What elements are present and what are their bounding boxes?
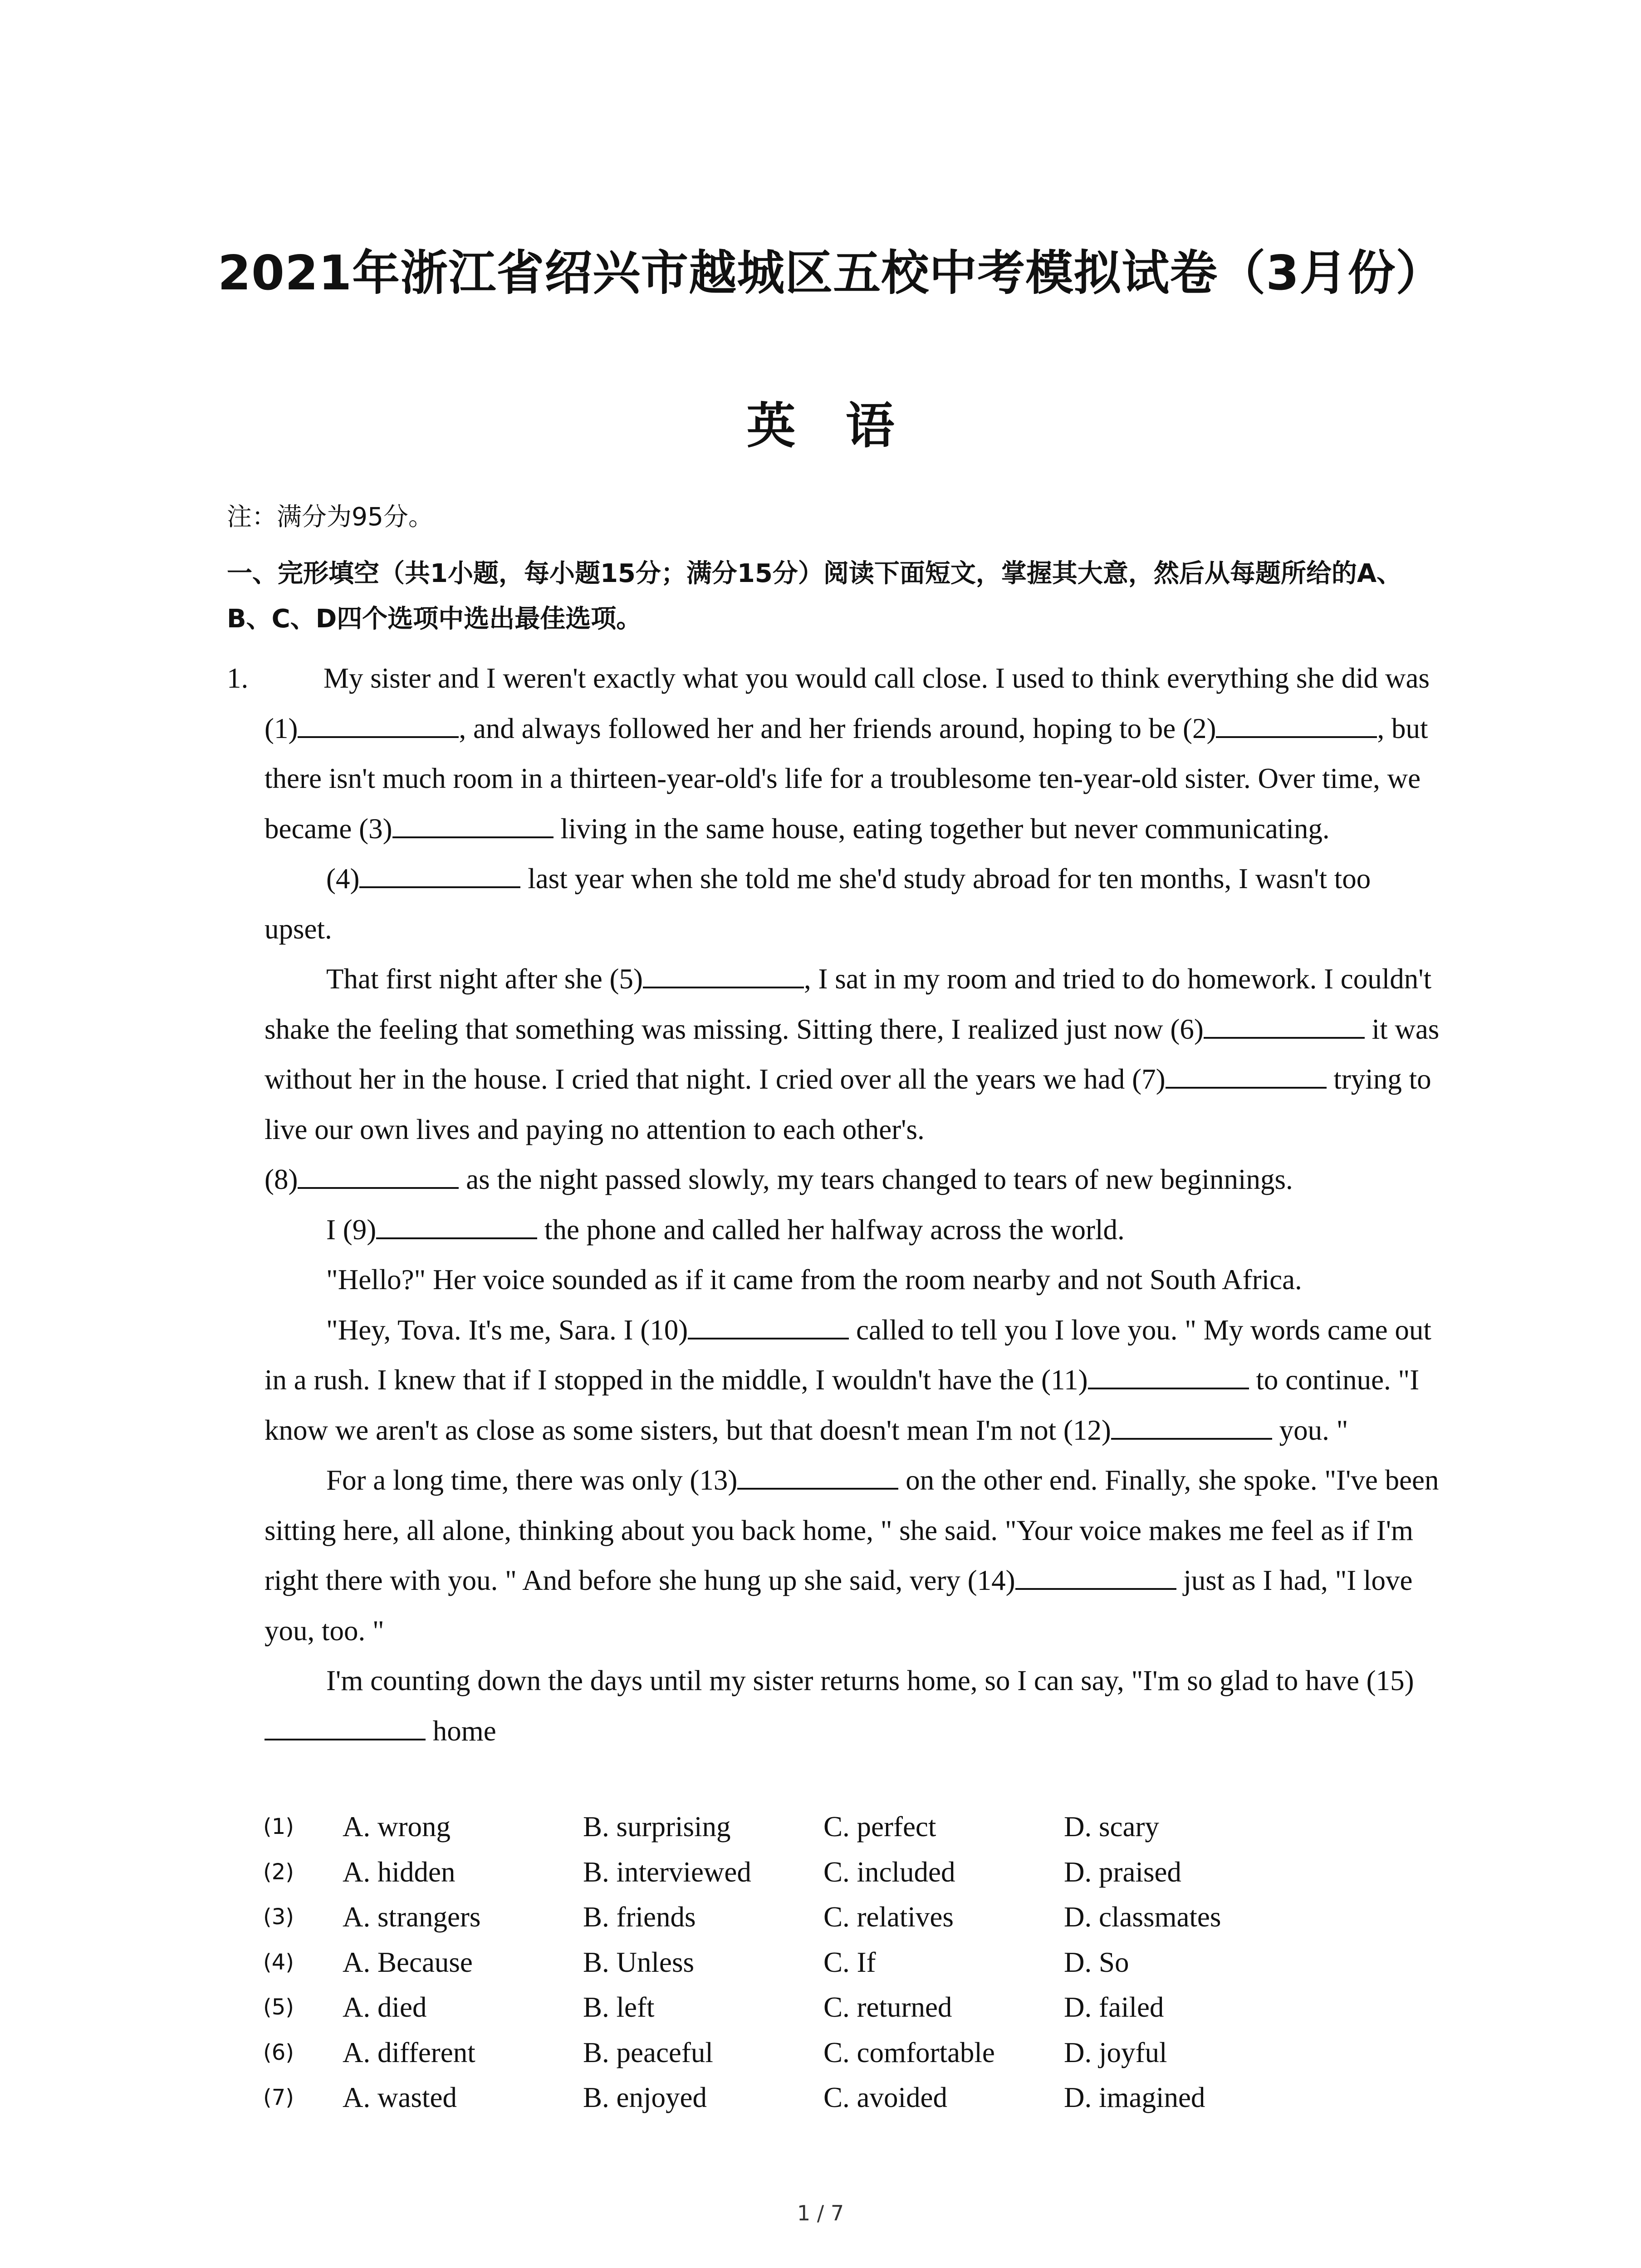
passage-text: "Hello?" Her voice sounded as if it came from the room nearby and not South Africa. [326,1264,1302,1295]
option-d: D. praised [1064,1856,1181,1888]
option-a: A. wasted [343,2082,457,2113]
passage-text: you. " [1272,1414,1348,1446]
answer-blank [359,862,520,888]
answer-blank [265,1714,426,1740]
options-table [263,1804,1443,2121]
option-a: A. strangers [343,1901,481,1933]
passage-text: the phone and called her halfway across the world. [537,1213,1125,1246]
option-c: C. comfortable [823,2036,995,2068]
option-d: D. imagined [1064,2082,1205,2113]
option-a: A. died [343,1991,427,2023]
section-heading: 一、完形填空（共1小题，每小题15分；满分15分）阅读下面短文，掌握其大意，然后从每题所给的A、B、C、D四个选项中选出最佳选项。 [227,559,1402,634]
option-number: (6) [263,2039,294,2065]
answer-blank [298,712,459,738]
page-indicator: 1 / 7 [797,2201,844,2225]
passage-text: , but there isn't much room in a thirteen-year-old's life for a troublesome ten-year-old sister. Over time, we became (3) [265,712,1428,845]
passage-text: home [426,1715,496,1747]
passage-paragraph [227,954,1443,1154]
option-number: (1) [263,1814,294,1839]
passage-text: as the night passed slowly, my tears changed to tears of new beginnings. [459,1163,1293,1195]
option-c: C. included [823,1856,955,1888]
option-a: A. hidden [343,1856,456,1888]
option-a: A. different [343,2036,475,2068]
option-a: A. Because [343,1946,473,1978]
option-c: C. perfect [823,1811,936,1843]
answer-blank [376,1213,537,1239]
answer-blank [643,962,804,988]
option-b: B. peaceful [583,2036,713,2068]
option-d: D. So [1064,1946,1129,1978]
passage-text: last year when she told me she'd study abroad for ten months, I wasn't too upset. [265,863,1371,945]
passage-text: (8) [265,1163,298,1195]
passage-text: (4) [326,863,360,894]
option-c: C. returned [823,1991,952,2023]
option-b: B. Unless [583,1946,695,1978]
answer-blank [688,1313,849,1339]
passage-text: That first night after she (5) [326,963,643,995]
passage-text: I'm counting down the days until my sister returns home, so I can say, "I'm so glad to have (15) [326,1665,1414,1696]
answer-blank [1166,1062,1327,1089]
cloze-passage [227,653,1443,1756]
option-row [263,1850,1443,1895]
option-row [263,1895,1443,1940]
passage-text: trying to live our own lives and paying no attention to each other's. [265,1063,1431,1145]
option-d: D. joyful [1064,2036,1167,2068]
option-number: (4) [263,1949,294,1975]
option-c: C. If [823,1946,876,1978]
option-number: (7) [263,2085,294,2110]
option-b: B. interviewed [583,1856,751,1888]
option-row [263,1804,1443,1850]
passage-text: , I sat in my room and tried to do homework. I couldn't shake the feeling that something was missing. Sitting there, I realized just now (6) [265,963,1432,1045]
passage-paragraph [227,1305,1443,1456]
option-number: (5) [263,1994,294,2020]
passage-text: , and always followed her and her friends around, hoping to be (2) [459,712,1216,744]
answer-blank [1015,1564,1176,1590]
option-row [263,1940,1443,1985]
option-d: D. failed [1064,1991,1164,2023]
option-b: B. enjoyed [583,2082,707,2113]
subject-heading: 英语 [746,398,945,455]
answer-blank [1088,1363,1249,1389]
passage-paragraph [227,1656,1443,1756]
question-number: 1. [227,662,249,694]
option-number: (3) [263,1904,294,1930]
option-row [263,2075,1443,2121]
passage-text: living in the same house, eating together but never communicating. [553,812,1330,845]
passage-text: to continue. "I know we aren't as close as some sisters, but that doesn't mean I'm not (12) [265,1364,1420,1446]
passage-paragraph [227,1255,1443,1305]
passage-text: called to tell you I love you. " My words came out in a rush. I knew that if I stopped in the middle, I wouldn't have the (11) [265,1314,1431,1396]
passage-text: it was without her in the house. I cried that night. I cried over all the years we had (7) [265,1013,1440,1095]
option-b: B. surprising [583,1811,731,1843]
option-a: A. wrong [343,1811,451,1843]
answer-blank [392,812,554,838]
passage-text: just as I had, "I love you, too. " [265,1564,1413,1647]
passage-text: My sister and I weren't exactly what you would call close. I used to think everything she did was (1) [265,662,1430,744]
passage-text: For a long time, there was only (13) [326,1464,738,1496]
answer-blank [737,1463,898,1490]
option-row [263,1985,1443,2030]
answer-blank [298,1163,459,1189]
passage-text: "Hey, Tova. It's me, Sara. I (10) [326,1314,688,1346]
option-d: D. scary [1064,1811,1159,1843]
option-row [263,2030,1443,2076]
answer-blank [1216,712,1377,738]
passage-paragraph [227,1154,1443,1205]
score-note: 注：满分为95分。 [227,502,433,531]
passage-text: on the other end. Finally, she spoke. "I've been sitting here, all alone, thinking about you back home, " she said. "Your voice makes me feel as if I'm right there with you. " And before she hung up she said, very (14) [265,1464,1439,1596]
option-c: C. relatives [823,1901,954,1933]
exam-title: 2021年浙江省绍兴市越城区五校中考模拟试卷（3月份） [218,245,1444,301]
passage-paragraph [227,854,1443,954]
passage-paragraph [227,1455,1443,1656]
answer-blank [1111,1413,1272,1440]
option-b: B. left [583,1991,655,2023]
option-number: (2) [263,1859,294,1885]
passage-paragraph [227,1205,1443,1255]
passage-paragraph [227,653,1443,854]
option-d: D. classmates [1064,1901,1221,1933]
option-c: C. avoided [823,2082,947,2113]
answer-blank [1204,1012,1365,1039]
option-b: B. friends [583,1901,696,1933]
passage-text: I (9) [326,1213,377,1246]
